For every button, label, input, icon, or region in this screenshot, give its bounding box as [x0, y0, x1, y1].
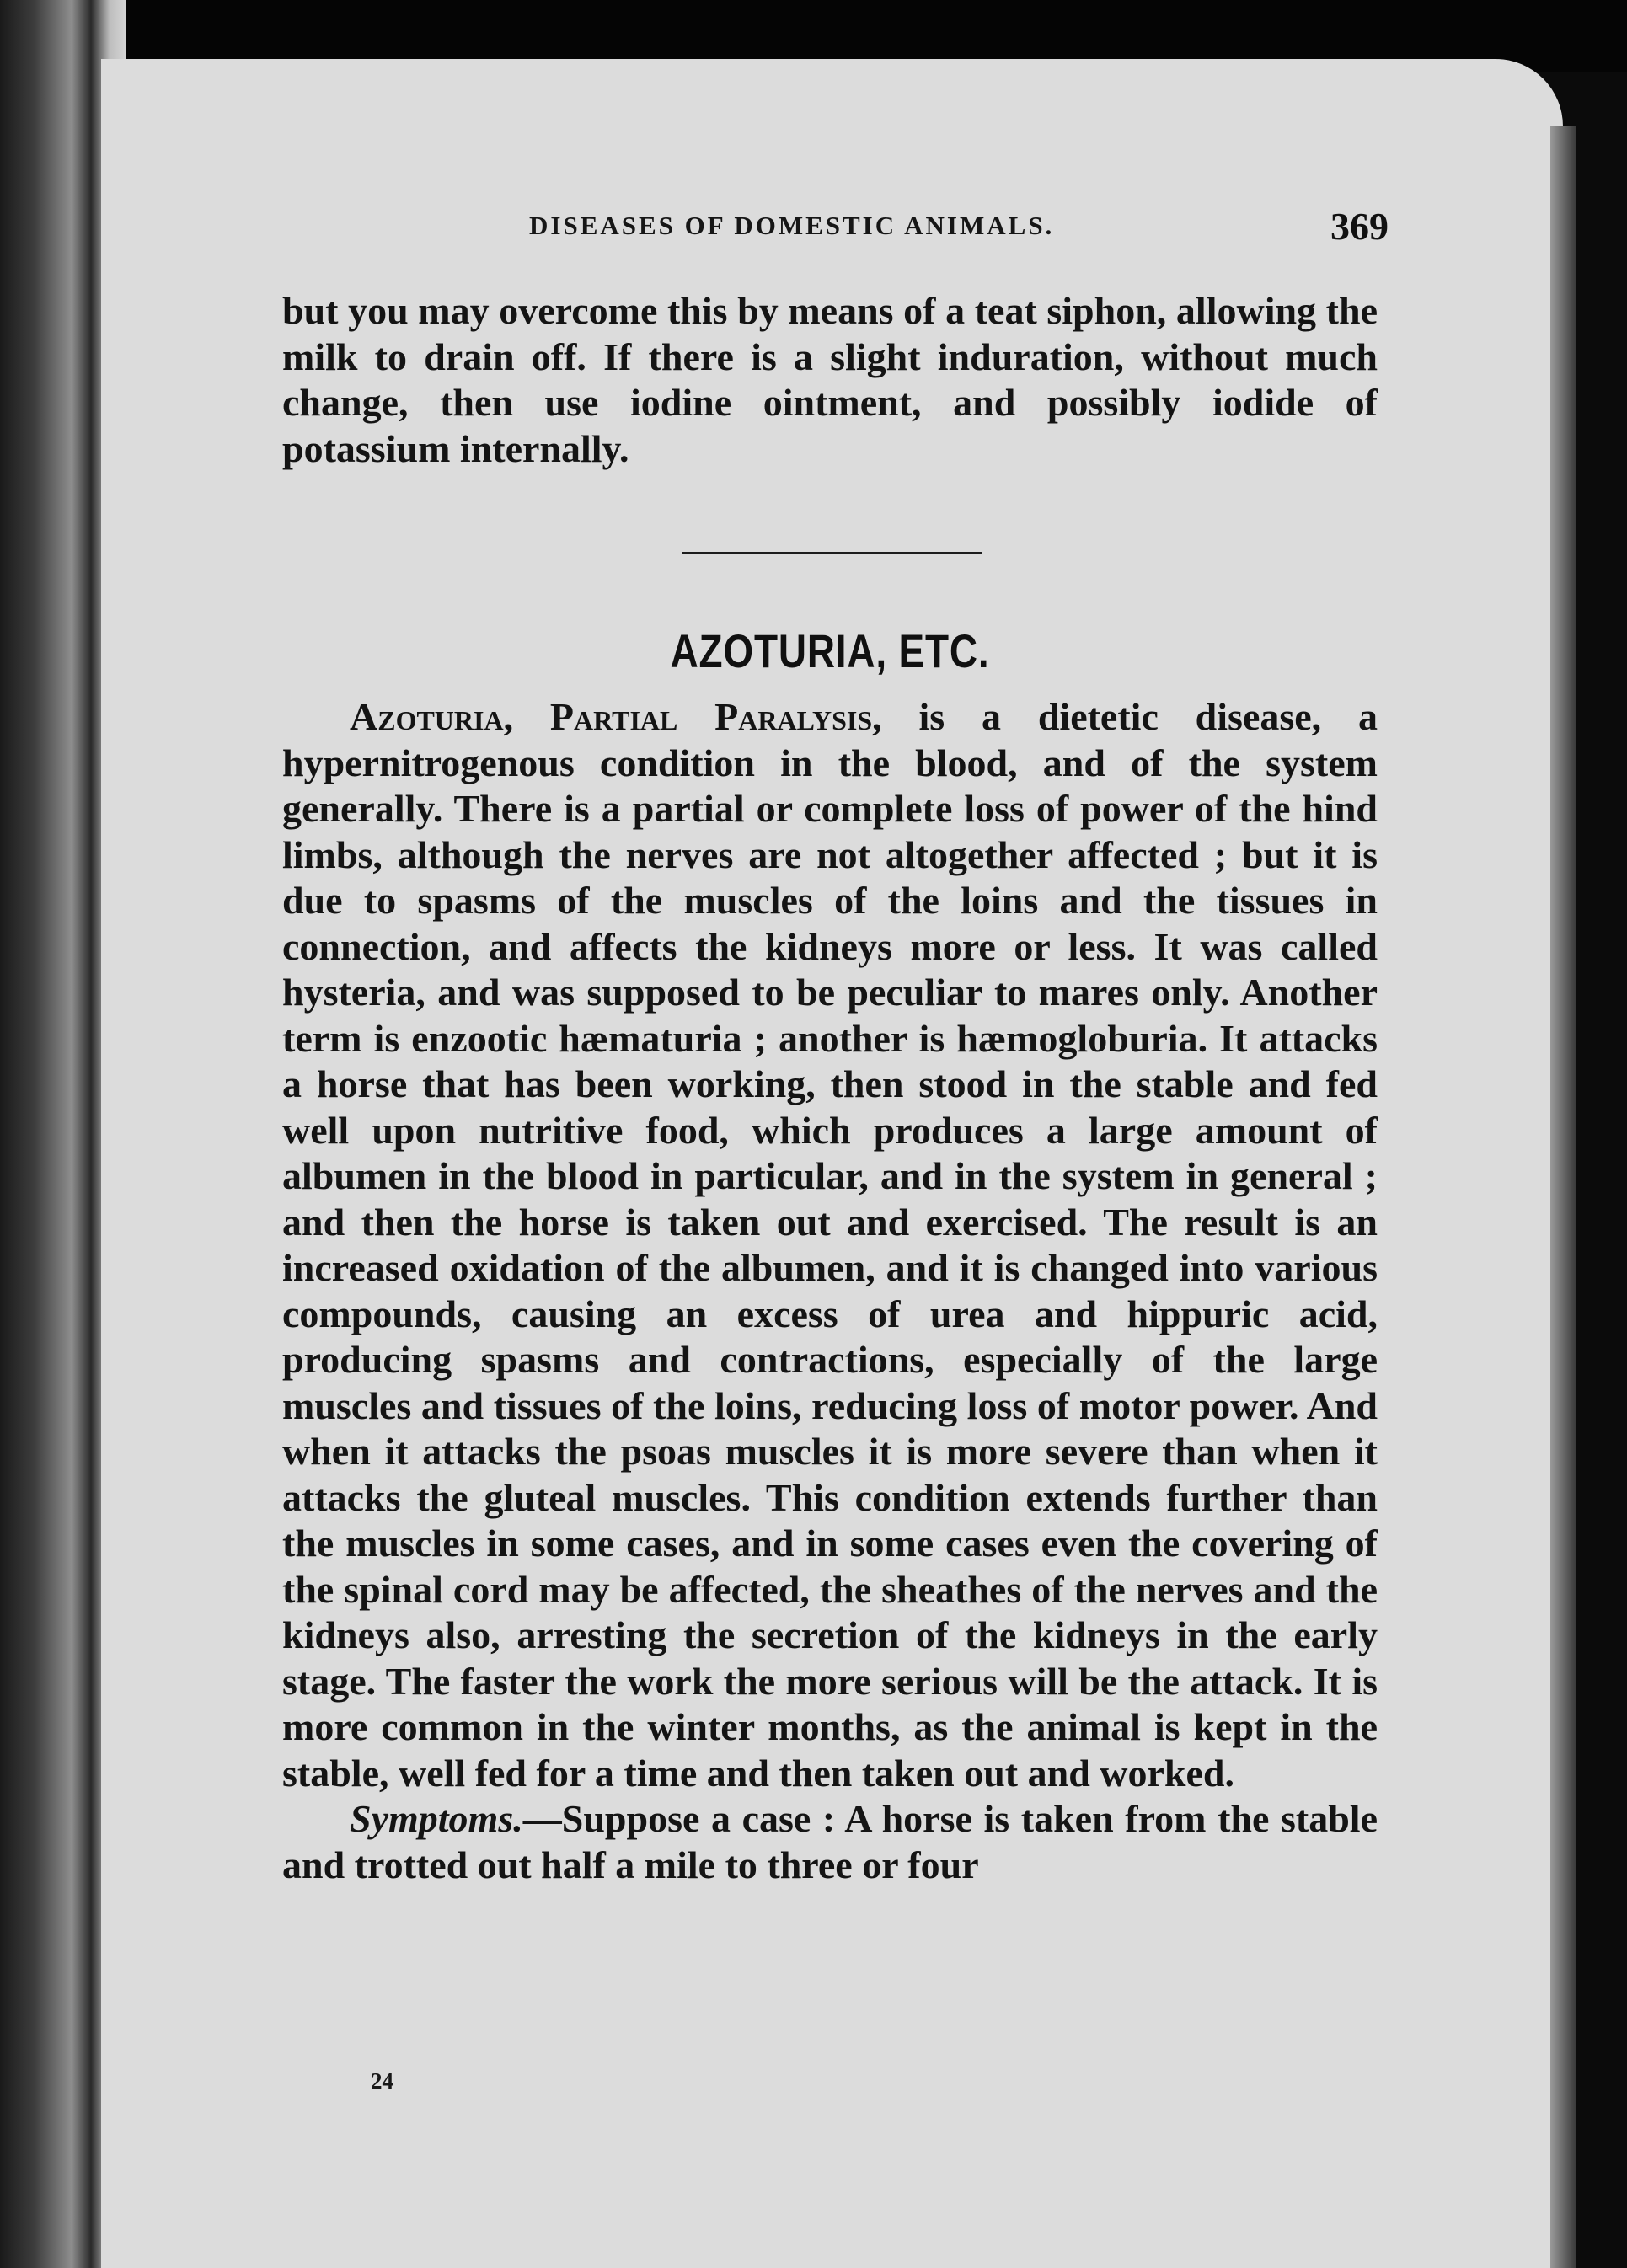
- section-heading: AZOTURIA, ETC.: [670, 624, 990, 677]
- page-edge-shadow: [1550, 126, 1576, 2268]
- main-paragraph-body: is a dietetic disease, a hypernitrogenous condition in the blood, and of the system generally. There is a partial or complete loss of power of the hind limbs, although the nerves are not altogether affected ; but it is due to spasms of the muscles of the loins and the tissues in connection, and affects the kidneys more or less. It was called hysteria, and was supposed to be peculiar to mares only. Another term is enzootic hæmaturia ; another is hæmogloburia. It attacks a horse that has been working, then stood in the stable and fed well upon nutritive food, which produces a large amount of albumen in the blood in particular, and in the system in general ; and then the horse is taken out and exercised. The result is an increased oxidation of the albumen, and it is changed into various compounds, causing an excess of urea and hippuric acid, producing spasms and contractions, especially of the large muscles and tissues of the loins, reducing loss of motor power. And when it attacks the psoas muscles it is more severe than when it attacks the gluteal muscles. This condition extends further than the muscles in some cases, and in some cases even the covering of the spinal cord may be affected, the sheathes of the nerves and the kidneys also, arresting the secretion of the kidneys in the early stage. The faster the work the more serious will be the attack. It is more common in the winter months, as the animal is kept in the stable, well fed for a time and then taken out and worked.: [282, 695, 1378, 1795]
- continuation-text: [282, 288, 1378, 472]
- running-head-title: DISEASES OF DOMESTIC ANIMALS.: [529, 211, 1055, 240]
- main-paragraph-lead: Azoturia, Partial Paralysis,: [350, 695, 882, 738]
- main-paragraph: [282, 694, 1378, 1796]
- section-divider: [682, 552, 982, 554]
- section-body: [282, 694, 1378, 1888]
- continuation-paragraph: but you may overcome this by means of a teat siphon, allowing the milk to drain off. If there is a slight induration, without much change, then use iodine ointment, and possibly iodide of potassium internally.: [282, 289, 1378, 470]
- symptoms-lead: Symptoms.: [350, 1797, 523, 1840]
- signature-mark: 24: [371, 2068, 393, 2094]
- symptoms-body: —Suppose a case : A horse is taken from the stable and trotted out half a mile to three or four: [282, 1797, 1378, 1886]
- symptoms-paragraph: [282, 1796, 1378, 1888]
- running-head: [529, 204, 1389, 254]
- page-number: 369: [1330, 205, 1389, 248]
